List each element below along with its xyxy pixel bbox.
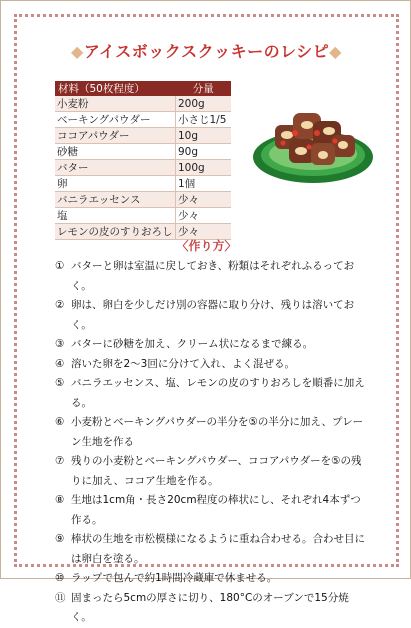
method-step xyxy=(55,589,365,628)
step-number: ⑪ xyxy=(55,591,66,604)
step-text: 棒状の生地を市松模様になるように重ね合わせる。合わせ目には卵白を塗る。 xyxy=(71,533,365,565)
ingredient-name: 塩 xyxy=(55,208,176,224)
method-step xyxy=(55,355,365,375)
method-step xyxy=(55,374,365,413)
ingredient-quantity: 少々 xyxy=(176,192,232,208)
ingredient-quantity: 小さじ1/5 xyxy=(176,112,232,128)
ingredient-name: 小麦粉 xyxy=(55,96,176,112)
ingredient-name: バター xyxy=(55,160,176,176)
step-text: バニラエッセンス、塩、レモンの皮のすりおろしを順番に加える。 xyxy=(71,377,365,409)
step-number: ③ xyxy=(55,338,65,350)
step-text: ラップで包んで約1時間冷蔵庫で休ませる。 xyxy=(71,572,278,584)
step-text: 溶いた卵を2～3回に分けて入れ、よく混ぜる。 xyxy=(71,357,295,370)
step-number: ⑥ xyxy=(55,416,65,428)
ingredient-name: 卵 xyxy=(55,176,176,192)
step-number: ⑨ xyxy=(55,533,65,545)
method-heading: 〈作り方〉 xyxy=(176,239,237,253)
method-step xyxy=(55,452,365,491)
ingredient-row xyxy=(55,192,231,208)
ingredients-header-qty: 分量 xyxy=(176,81,232,96)
step-text: 残りの小麦粉とベーキングパウダー、ココアパウダーを⑤の残りに加え、ココア生地を作る。 xyxy=(71,455,362,487)
method-step xyxy=(55,413,365,452)
step-number: ⑤ xyxy=(55,377,65,389)
ingredient-row xyxy=(55,112,231,128)
method-step xyxy=(55,491,365,530)
ingredients-header-name: 材料（50枚程度） xyxy=(55,81,176,96)
diamond-left-icon: ◆ xyxy=(71,42,84,61)
method-step xyxy=(55,257,365,296)
step-text: 小麦粉とベーキングパウダーの半分を⑤の半分に加え、プレーン生地を作る xyxy=(71,416,364,448)
ingredient-quantity: 90g xyxy=(176,144,232,160)
method-step xyxy=(55,335,365,355)
ingredient-name: バニラエッセンス xyxy=(55,192,176,208)
step-number: ④ xyxy=(55,357,65,370)
step-number: ⑧ xyxy=(55,494,65,506)
ingredient-quantity: 少々 xyxy=(176,224,232,240)
recipe-title xyxy=(1,39,411,62)
method-step xyxy=(55,296,365,335)
ingredient-name: ベーキングパウダー xyxy=(55,112,176,128)
ingredient-row xyxy=(55,144,231,160)
step-text: バターに砂糖を加え、クリーム状になるまで練る。 xyxy=(71,338,314,350)
recipe-title-text: アイスボックスクッキーのレシピ xyxy=(83,42,330,61)
ingredient-quantity: 少々 xyxy=(176,208,232,224)
step-number: ① xyxy=(55,260,65,272)
ingredient-quantity: 1個 xyxy=(176,176,232,192)
ingredient-quantity: 200g xyxy=(176,96,232,112)
step-text: バターと卵は室温に戻しておき、粉類はそれぞれふるっておく。 xyxy=(71,260,355,292)
ingredient-row xyxy=(55,208,231,224)
step-text: 卵は、卵白を少しだけ別の容器に取り分け、残りは溶いておく。 xyxy=(71,299,355,331)
ingredient-name: ココアパウダー xyxy=(55,128,176,144)
step-text: 生地は1cm角・長さ20cm程度の棒状にし、それぞれ4本ずつ作る。 xyxy=(71,494,361,526)
diamond-right-icon: ◆ xyxy=(329,42,342,61)
ingredients-header-row xyxy=(55,81,231,96)
cookie-plate-image xyxy=(249,99,375,191)
method-step xyxy=(55,530,365,569)
ingredient-row xyxy=(55,96,231,112)
ingredient-quantity: 100g xyxy=(176,160,232,176)
ingredient-row xyxy=(55,128,231,144)
method-steps xyxy=(55,257,365,628)
ingredient-name: レモンの皮のすりおろし xyxy=(55,224,176,240)
ingredient-name: 砂糖 xyxy=(55,144,176,160)
ingredient-row xyxy=(55,176,231,192)
step-text: 固まったら5cmの厚さに切り、180°Cのオーブンで15分焼く。 xyxy=(71,591,349,623)
ingredient-quantity: 10g xyxy=(176,128,232,144)
step-number: ② xyxy=(55,299,65,311)
step-number: ⑩ xyxy=(55,572,65,584)
step-number: ⑦ xyxy=(55,455,65,467)
ingredients-table xyxy=(55,81,231,240)
ingredient-row xyxy=(55,160,231,176)
